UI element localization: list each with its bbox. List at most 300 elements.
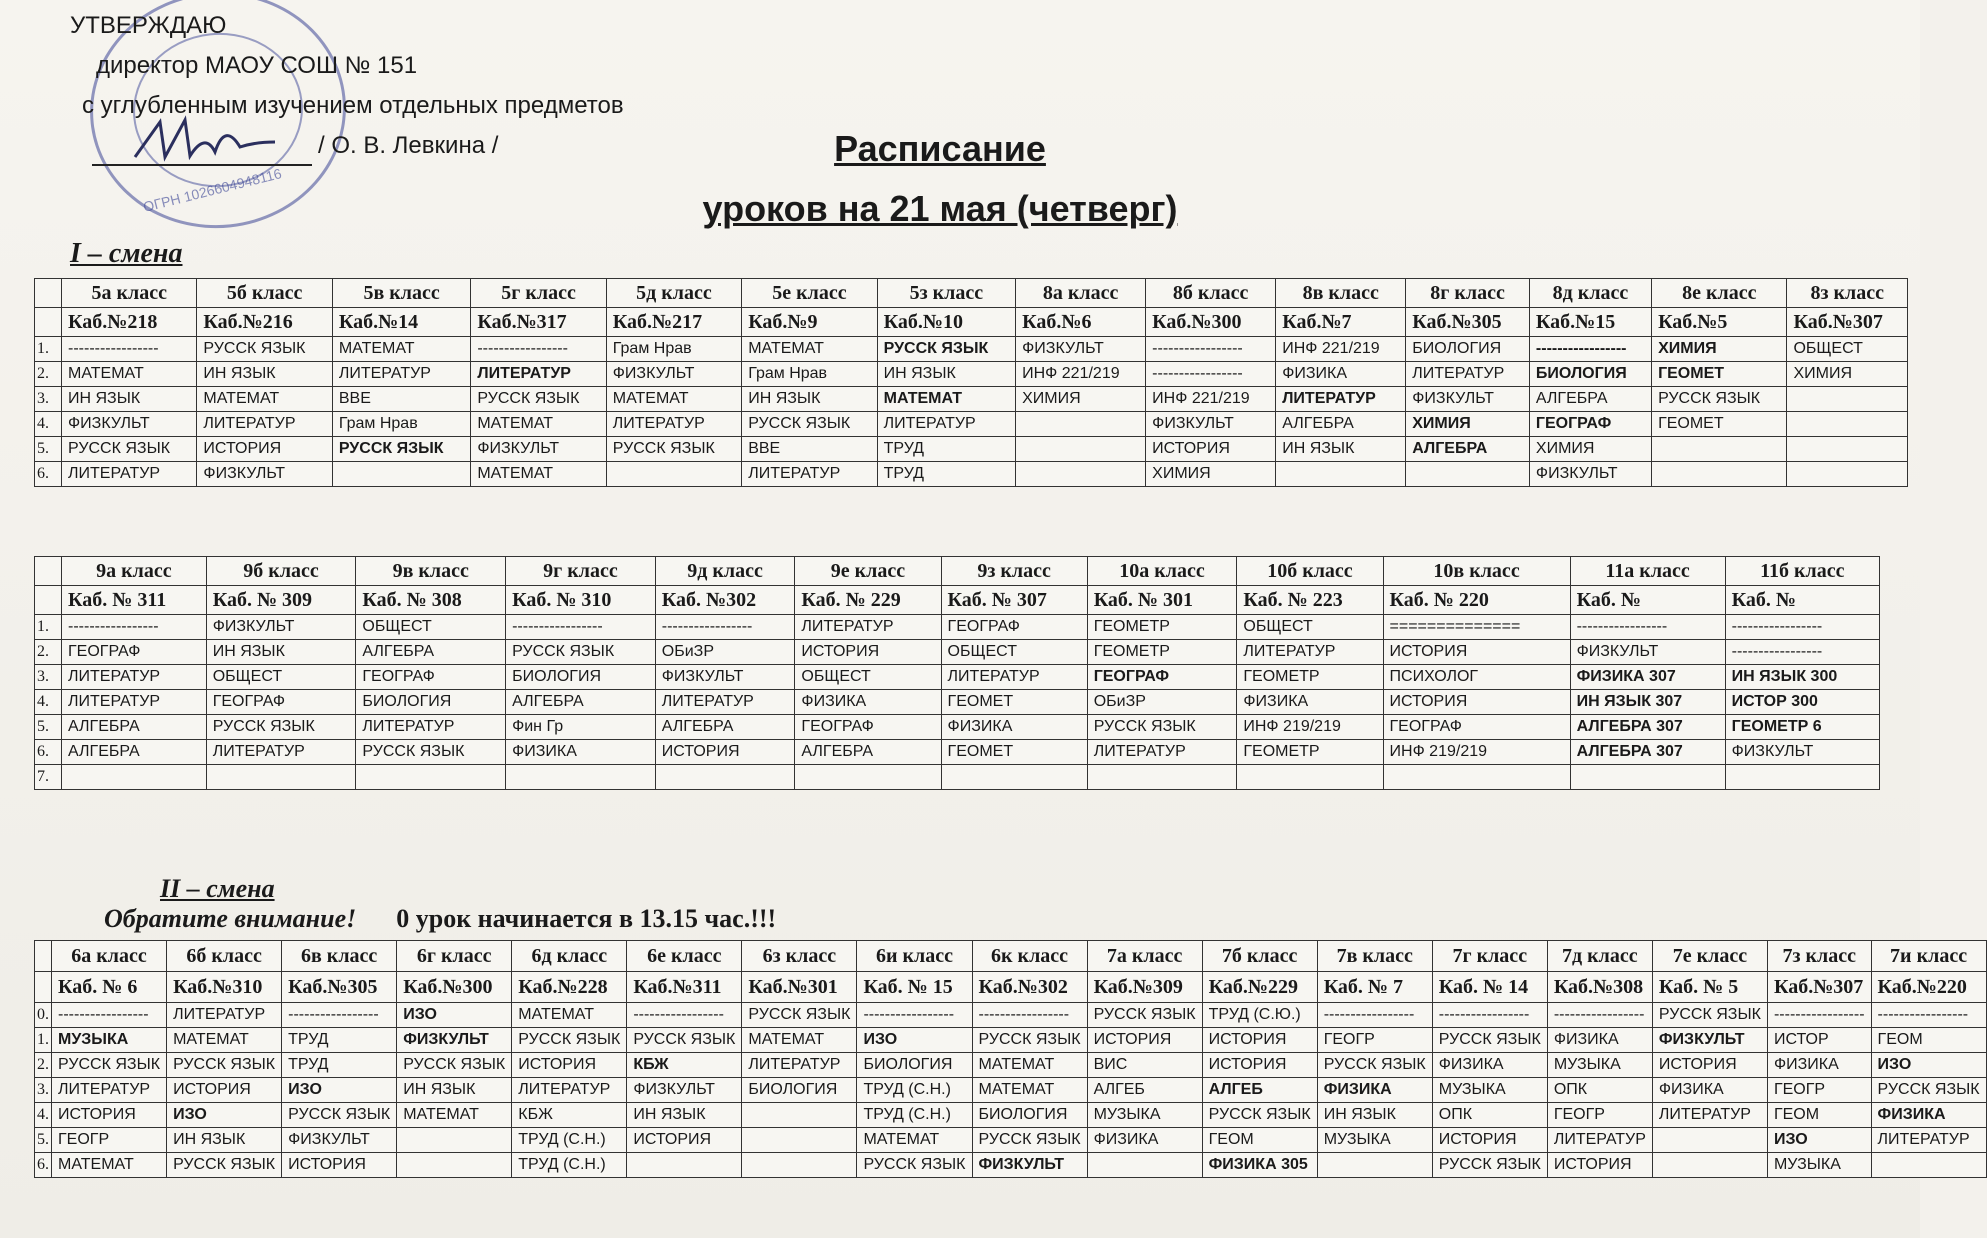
lesson-cell: РУССК ЯЗЫК (742, 412, 877, 437)
lesson-number: 3. (35, 1078, 52, 1103)
lesson-cell: ФИЗИКА (1237, 690, 1383, 715)
lesson-cell: АЛГЕБ (1087, 1078, 1202, 1103)
lesson-cell: ЛИТЕРАТУР (655, 690, 795, 715)
lesson-cell (627, 1153, 742, 1178)
lesson-cell: ФИЗИКА (506, 740, 656, 765)
class-name: 5д класс (606, 279, 741, 308)
lesson-cell: ----------------- (627, 1003, 742, 1028)
lesson-cell: ТРУД (282, 1028, 397, 1053)
lesson-cell: ФИЗКУЛЬТ (1146, 412, 1276, 437)
lesson-cell: РУССК ЯЗЫК (1087, 1003, 1202, 1028)
lesson-cell: ИН ЯЗЫК 300 (1725, 665, 1879, 690)
lesson-row (35, 615, 1880, 640)
lesson-cell: ФИЗКУЛЬТ (1570, 640, 1725, 665)
lesson-cell: ОБЩЕСТ (795, 665, 941, 690)
lesson-cell: МАТЕМАТ (606, 387, 741, 412)
lesson-cell: ГЕОМЕТР (1237, 665, 1383, 690)
lesson-cell: ----------------- (1767, 1003, 1871, 1028)
lesson-cell: ИН ЯЗЫК (877, 362, 1016, 387)
lesson-cell: ----------------- (857, 1003, 972, 1028)
lesson-cell (1871, 1153, 1986, 1178)
class-name: 10б класс (1237, 557, 1383, 586)
lesson-cell: АЛГЕБ (1202, 1078, 1317, 1103)
class-name: 5е класс (742, 279, 877, 308)
corner-cell (35, 557, 62, 586)
lesson-cell: Фин Гр (506, 715, 656, 740)
notice (104, 904, 776, 934)
room-number: Каб. № 310 (506, 586, 656, 615)
lesson-cell: ЛИТЕРАТУР (356, 715, 506, 740)
lesson-cell: ГЕОГРАФ (1383, 715, 1570, 740)
lesson-row (35, 765, 1880, 790)
lesson-cell: КБЖ (512, 1103, 627, 1128)
lesson-cell: ФИЗКУЛЬТ (471, 437, 606, 462)
lesson-number: 4. (35, 1103, 52, 1128)
class-name: 9е класс (795, 557, 941, 586)
class-name: 5в класс (332, 279, 471, 308)
lesson-number: 1. (35, 337, 62, 362)
lesson-cell (941, 765, 1087, 790)
class-name: 7б класс (1202, 941, 1317, 972)
room-number: Каб. № 223 (1237, 586, 1383, 615)
room-number: Каб.№14 (332, 308, 471, 337)
class-name: 9б класс (206, 557, 356, 586)
lesson-number: 3. (35, 387, 62, 412)
lesson-cell: ФИЗКУЛЬТ (627, 1078, 742, 1103)
lesson-cell: ЛИТЕРАТУР (62, 665, 207, 690)
class-name: 9г класс (506, 557, 656, 586)
lesson-cell: ГЕОМЕТР (1237, 740, 1383, 765)
room-number: Каб. № (1570, 586, 1725, 615)
lesson-cell: ЛИТЕРАТУР (206, 740, 356, 765)
lesson-cell: ИН ЯЗЫК (1276, 437, 1406, 462)
class-name: 6е класс (627, 941, 742, 972)
lesson-cell: ГЕОГРАФ (1087, 665, 1237, 690)
room-number: Каб.№309 (1087, 972, 1202, 1003)
class-name: 7г класс (1432, 941, 1547, 972)
lesson-cell: РУССК ЯЗЫК (167, 1053, 282, 1078)
lesson-cell: ИЗО (1767, 1128, 1871, 1153)
lesson-cell: ВВЕ (742, 437, 877, 462)
lesson-cell: ----------------- (1432, 1003, 1547, 1028)
room-number: Каб.№301 (742, 972, 857, 1003)
room-number: Каб.№218 (62, 308, 197, 337)
lesson-cell: РУССК ЯЗЫК (197, 337, 332, 362)
lesson-cell: ФИЗКУЛЬТ (397, 1028, 512, 1053)
lesson-cell (1087, 1153, 1202, 1178)
lesson-row (35, 1078, 1987, 1103)
lesson-cell: ГЕОГРАФ (206, 690, 356, 715)
lesson-cell: ИНФ 221/219 (1146, 387, 1276, 412)
shift2-table (34, 940, 1987, 1178)
class-name: 6б класс (167, 941, 282, 972)
lesson-number: 2. (35, 640, 62, 665)
lesson-cell: ФИЗКУЛЬТ (972, 1153, 1087, 1178)
lesson-cell: ГЕОГРАФ (795, 715, 941, 740)
room-number: Каб. № 7 (1317, 972, 1432, 1003)
lesson-cell: МАТЕМАТ (471, 412, 606, 437)
lesson-cell: ИСТОРИЯ (282, 1153, 397, 1178)
class-name: 8а класс (1016, 279, 1146, 308)
room-number: Каб.№300 (1146, 308, 1276, 337)
lesson-cell: ТРУД (С.Н.) (857, 1103, 972, 1128)
lesson-cell: ----------------- (1146, 337, 1276, 362)
lesson-cell: ИН ЯЗЫК (197, 362, 332, 387)
lesson-cell: РУССК ЯЗЫК (972, 1128, 1087, 1153)
lesson-cell: ИСТОРИЯ (52, 1103, 167, 1128)
lesson-cell: ИСТОРИЯ (627, 1128, 742, 1153)
lesson-cell: ЛИТЕРАТУР (1547, 1128, 1652, 1153)
lesson-cell: РУССК ЯЗЫК (1317, 1053, 1432, 1078)
class-name: 11б класс (1725, 557, 1879, 586)
class-name: 8е класс (1652, 279, 1787, 308)
page-subtitle: уроков на 21 мая (четверг) (702, 188, 1178, 229)
lesson-cell (795, 765, 941, 790)
class-name: 8г класс (1406, 279, 1530, 308)
lesson-cell: РУССК ЯЗЫК (1432, 1028, 1547, 1053)
room-number: Каб. № 15 (857, 972, 972, 1003)
seal-text: ОГРН 1026604948116 (141, 165, 284, 215)
room-number: Каб. № 229 (795, 586, 941, 615)
room-number: Каб. № 309 (206, 586, 356, 615)
lesson-cell (1652, 1128, 1767, 1153)
lesson-cell: МАТЕМАТ (197, 387, 332, 412)
lesson-cell: ГЕОГР (1547, 1103, 1652, 1128)
lesson-cell: МУЗЫКА (1432, 1078, 1547, 1103)
lesson-cell: ИСТОРИЯ (1652, 1053, 1767, 1078)
lesson-cell: ОБЩЕСТ (206, 665, 356, 690)
lesson-cell: ИСТОРИЯ (1202, 1028, 1317, 1053)
lesson-cell (397, 1128, 512, 1153)
lesson-cell: РУССК ЯЗЫК (52, 1053, 167, 1078)
lesson-cell (1787, 412, 1908, 437)
lesson-number: 6. (35, 1153, 52, 1178)
lesson-cell: ИНФ 221/219 (1276, 337, 1406, 362)
lesson-cell: АЛГЕБРА (62, 740, 207, 765)
lesson-cell: ИН ЯЗЫК 307 (1570, 690, 1725, 715)
room-number: Каб.№302 (972, 972, 1087, 1003)
lesson-cell: ФИЗИКА (1432, 1053, 1547, 1078)
room-number: Каб.№311 (627, 972, 742, 1003)
room-number: Каб.№216 (197, 308, 332, 337)
lesson-cell: ФИЗКУЛЬТ (606, 362, 741, 387)
lesson-cell: МАТЕМАТ (512, 1003, 627, 1028)
signer-name: / О. В. Левкина / (318, 132, 499, 159)
lesson-row (35, 1103, 1987, 1128)
lesson-cell: МАТЕМАТ (167, 1028, 282, 1053)
class-name: 7е класс (1652, 941, 1767, 972)
lesson-cell: ОБЩЕСТ (1787, 337, 1908, 362)
notice-emphasis: Обратите внимание! (104, 904, 357, 933)
class-name: 9а класс (62, 557, 207, 586)
lesson-cell: МАТЕМАТ (972, 1053, 1087, 1078)
lesson-cell: ГЕОГРАФ (356, 665, 506, 690)
lesson-cell: БИОЛОГИЯ (356, 690, 506, 715)
lesson-cell: ТРУД (877, 462, 1016, 487)
room-number: Каб. № 5 (1652, 972, 1767, 1003)
lesson-cell: ГЕОМЕТ (1652, 412, 1787, 437)
lesson-cell: ИН ЯЗЫК (206, 640, 356, 665)
lesson-cell: БИОЛОГИЯ (1529, 362, 1651, 387)
shift1-label: I – смена (70, 238, 183, 269)
lesson-cell (1787, 387, 1908, 412)
lesson-cell: ИСТОРИЯ (1383, 690, 1570, 715)
room-number: Каб. № 6 (52, 972, 167, 1003)
room-number: Каб. № 220 (1383, 586, 1570, 615)
room-number: Каб.№15 (1529, 308, 1651, 337)
lesson-cell: АЛГЕБРА (655, 715, 795, 740)
lesson-row (35, 640, 1880, 665)
class-name: 6к класс (972, 941, 1087, 972)
lesson-cell: АЛГЕБРА (1406, 437, 1530, 462)
lesson-cell: ИСТОР (1767, 1028, 1871, 1053)
corner-cell (35, 308, 62, 337)
lesson-cell: ОПК (1432, 1103, 1547, 1128)
lesson-cell: РУССК ЯЗЫК (1652, 387, 1787, 412)
lesson-cell: ИСТОРИЯ (655, 740, 795, 765)
lesson-cell: РУССК ЯЗЫК (627, 1028, 742, 1053)
lesson-cell: ГЕОМ (1871, 1028, 1986, 1053)
class-header-row (35, 941, 1987, 972)
lesson-cell: ИСТОРИЯ (1202, 1053, 1317, 1078)
lesson-cell: ОБЩЕСТ (1237, 615, 1383, 640)
corner-cell (35, 972, 52, 1003)
lesson-cell: АЛГЕБРА (1529, 387, 1651, 412)
school-description: с углубленным изучением отдельных предметов (82, 92, 624, 119)
lesson-cell: РУССК ЯЗЫК (512, 1028, 627, 1053)
class-name: 8б класс (1146, 279, 1276, 308)
lesson-cell: ИН ЯЗЫК (62, 387, 197, 412)
lesson-cell: ГЕОМЕТ (1652, 362, 1787, 387)
lesson-cell: ИН ЯЗЫК (167, 1128, 282, 1153)
room-number: Каб. № 307 (941, 586, 1087, 615)
lesson-row (35, 1128, 1987, 1153)
lesson-number: 5. (35, 715, 62, 740)
class-name: 9в класс (356, 557, 506, 586)
lesson-cell: ФИЗКУЛЬТ (655, 665, 795, 690)
lesson-cell: РУССК ЯЗЫК (1202, 1103, 1317, 1128)
lesson-row (35, 362, 1908, 387)
class-name: 6а класс (52, 941, 167, 972)
lesson-cell: ИЗО (857, 1028, 972, 1053)
class-name: 7д класс (1547, 941, 1652, 972)
lesson-cell: ЛИТЕРАТУР (606, 412, 741, 437)
lesson-cell: ВВЕ (332, 387, 471, 412)
lesson-cell: ХИМИЯ (1529, 437, 1651, 462)
lesson-cell: ИЗО (397, 1003, 512, 1028)
class-name: 5з класс (877, 279, 1016, 308)
lesson-cell (1570, 765, 1725, 790)
room-number: Каб.№229 (1202, 972, 1317, 1003)
lesson-cell: МУЗЫКА (1317, 1128, 1432, 1153)
lesson-row (35, 1003, 1987, 1028)
lesson-cell: РУССК ЯЗЫК (506, 640, 656, 665)
corner-cell (35, 586, 62, 615)
lesson-cell: ИСТОРИЯ (1383, 640, 1570, 665)
lesson-cell: ОПК (1547, 1078, 1652, 1103)
lesson-cell: ТРУД (С.Н.) (857, 1078, 972, 1103)
lesson-cell: АЛГЕБРА (1276, 412, 1406, 437)
lesson-cell: Грам Нрав (606, 337, 741, 362)
approve-label: УТВЕРЖДАЮ (70, 12, 227, 39)
lesson-number: 7. (35, 765, 62, 790)
lesson-cell: ЛИТЕРАТУР (332, 362, 471, 387)
lesson-cell: ИН ЯЗЫК (742, 387, 877, 412)
lesson-cell: ----------------- (62, 615, 207, 640)
lesson-cell: ТРУД (282, 1053, 397, 1078)
notice-text: 0 урок начинается в 13.15 час.!!! (396, 904, 777, 933)
lesson-row (35, 462, 1908, 487)
lesson-cell: БИОЛОГИЯ (972, 1103, 1087, 1128)
room-number: Каб. №302 (655, 586, 795, 615)
lesson-number: 4. (35, 690, 62, 715)
lesson-cell: ИСТОРИЯ (795, 640, 941, 665)
lesson-cell: ИСТОРИЯ (1547, 1153, 1652, 1178)
room-number: Каб. № (1725, 586, 1879, 615)
lesson-cell: ГЕОМЕТР (1087, 640, 1237, 665)
lesson-cell: ВИС (1087, 1053, 1202, 1078)
lesson-cell: ----------------- (1725, 615, 1879, 640)
class-name: 11а класс (1570, 557, 1725, 586)
lesson-row (35, 1153, 1987, 1178)
room-number: Каб.№10 (877, 308, 1016, 337)
lesson-cell: ИНФ 219/219 (1383, 740, 1570, 765)
class-header-row (35, 279, 1908, 308)
lesson-cell: ФИЗКУЛЬТ (282, 1128, 397, 1153)
lesson-cell: РУССК ЯЗЫК (742, 1003, 857, 1028)
room-number: Каб.№228 (512, 972, 627, 1003)
room-number: Каб. № 311 (62, 586, 207, 615)
lesson-cell: МАТЕМАТ (972, 1078, 1087, 1103)
lesson-cell: ТРУД (С.Н.) (512, 1153, 627, 1178)
class-name: 8в класс (1276, 279, 1406, 308)
lesson-cell: МАТЕМАТ (332, 337, 471, 362)
class-name: 6д класс (512, 941, 627, 972)
class-name: 9з класс (941, 557, 1087, 586)
lesson-cell (742, 1103, 857, 1128)
lesson-cell: МУЗЫКА (1547, 1053, 1652, 1078)
shift1-top-table (34, 278, 1908, 487)
room-number: Каб. № 301 (1087, 586, 1237, 615)
lesson-cell: ФИЗИКА (795, 690, 941, 715)
lesson-cell: ИН ЯЗЫК (627, 1103, 742, 1128)
class-name: 7з класс (1767, 941, 1871, 972)
lesson-cell: ФИЗКУЛЬТ (1016, 337, 1146, 362)
room-number: Каб.№317 (471, 308, 606, 337)
lesson-cell: ИСТОРИЯ (1146, 437, 1276, 462)
lesson-cell: ЛИТЕРАТУР (471, 362, 606, 387)
room-number: Каб. № 14 (1432, 972, 1547, 1003)
lesson-cell: ГЕОМЕТ (941, 690, 1087, 715)
lesson-cell: РУССК ЯЗЫК (356, 740, 506, 765)
room-number: Каб.№307 (1767, 972, 1871, 1003)
lesson-cell: ЛИТЕРАТУР (62, 690, 207, 715)
lesson-cell: ОБиЗР (655, 640, 795, 665)
lesson-cell: ЛИТЕРАТУР (1087, 740, 1237, 765)
lesson-cell: АЛГЕБРА (356, 640, 506, 665)
lesson-cell: ЛИТЕРАТУР (1237, 640, 1383, 665)
lesson-cell: ГЕОМЕТ (941, 740, 1087, 765)
lesson-cell (332, 462, 471, 487)
lesson-cell: ЛИТЕРАТУР (795, 615, 941, 640)
lesson-cell: МАТЕМАТ (62, 362, 197, 387)
lesson-cell: ГЕОГР (1767, 1078, 1871, 1103)
lesson-cell: ИНФ 219/219 (1237, 715, 1383, 740)
lesson-cell: РУССК ЯЗЫК (62, 437, 197, 462)
lesson-cell (1317, 1153, 1432, 1178)
lesson-row (35, 387, 1908, 412)
class-name: 10в класс (1383, 557, 1570, 586)
lesson-cell (1383, 765, 1570, 790)
lesson-cell: ЛИТЕРАТУР (1871, 1128, 1986, 1153)
lesson-cell: ----------------- (655, 615, 795, 640)
class-name: 8д класс (1529, 279, 1651, 308)
lesson-cell: БИОЛОГИЯ (857, 1053, 972, 1078)
lesson-cell: ЛИТЕРАТУР (877, 412, 1016, 437)
lesson-cell (206, 765, 356, 790)
lesson-row (35, 1028, 1987, 1053)
lesson-number: 6. (35, 740, 62, 765)
lesson-cell: ИНФ 221/219 (1016, 362, 1146, 387)
lesson-cell: РУССК ЯЗЫК (397, 1053, 512, 1078)
lesson-cell (606, 462, 741, 487)
lesson-cell: ИСТОРИЯ (1087, 1028, 1202, 1053)
lesson-cell: ПСИХОЛОГ (1383, 665, 1570, 690)
lesson-cell: ----------------- (1871, 1003, 1986, 1028)
lesson-cell: ФИЗКУЛЬТ (1652, 1028, 1767, 1053)
lesson-cell: ИСТОРИЯ (167, 1078, 282, 1103)
lesson-number: 1. (35, 615, 62, 640)
lesson-cell: ФИЗКУЛЬТ (1406, 387, 1530, 412)
class-name: 7в класс (1317, 941, 1432, 972)
lesson-row (35, 740, 1880, 765)
room-number: Каб.№5 (1652, 308, 1787, 337)
room-number: Каб.№305 (282, 972, 397, 1003)
class-name: 6и класс (857, 941, 972, 972)
room-number: Каб.№217 (606, 308, 741, 337)
lesson-number: 5. (35, 1128, 52, 1153)
lesson-cell: ----------------- (471, 337, 606, 362)
lesson-number: 2. (35, 362, 62, 387)
lesson-cell: ----------------- (1146, 362, 1276, 387)
room-number: Каб.№7 (1276, 308, 1406, 337)
lesson-cell: МАТЕМАТ (857, 1128, 972, 1153)
room-row (35, 972, 1987, 1003)
lesson-cell: ----------------- (1547, 1003, 1652, 1028)
lesson-cell: МУЗЫКА (1767, 1153, 1871, 1178)
lesson-cell: БИОЛОГИЯ (506, 665, 656, 690)
lesson-cell: ФИЗИКА (1767, 1053, 1871, 1078)
lesson-number: 6. (35, 462, 62, 487)
lesson-cell: АЛГЕБРА (506, 690, 656, 715)
lesson-cell: ИЗО (167, 1103, 282, 1128)
lesson-cell: ГЕОГР (52, 1128, 167, 1153)
lesson-number: 4. (35, 412, 62, 437)
lesson-cell: МАТЕМАТ (742, 1028, 857, 1053)
lesson-cell: ФИЗИКА (1276, 362, 1406, 387)
lesson-cell: ФИЗИКА (941, 715, 1087, 740)
class-header-row (35, 557, 1880, 586)
lesson-cell: ----------------- (972, 1003, 1087, 1028)
lesson-cell: ГЕОГРАФ (941, 615, 1087, 640)
room-row (35, 586, 1880, 615)
shift2-label: II – смена (160, 874, 275, 903)
lesson-cell (1016, 437, 1146, 462)
lesson-cell: ФИЗКУЛЬТ (1529, 462, 1651, 487)
lesson-cell: ----------------- (1725, 640, 1879, 665)
lesson-cell: РУССК ЯЗЫК (857, 1153, 972, 1178)
room-number: Каб.№6 (1016, 308, 1146, 337)
